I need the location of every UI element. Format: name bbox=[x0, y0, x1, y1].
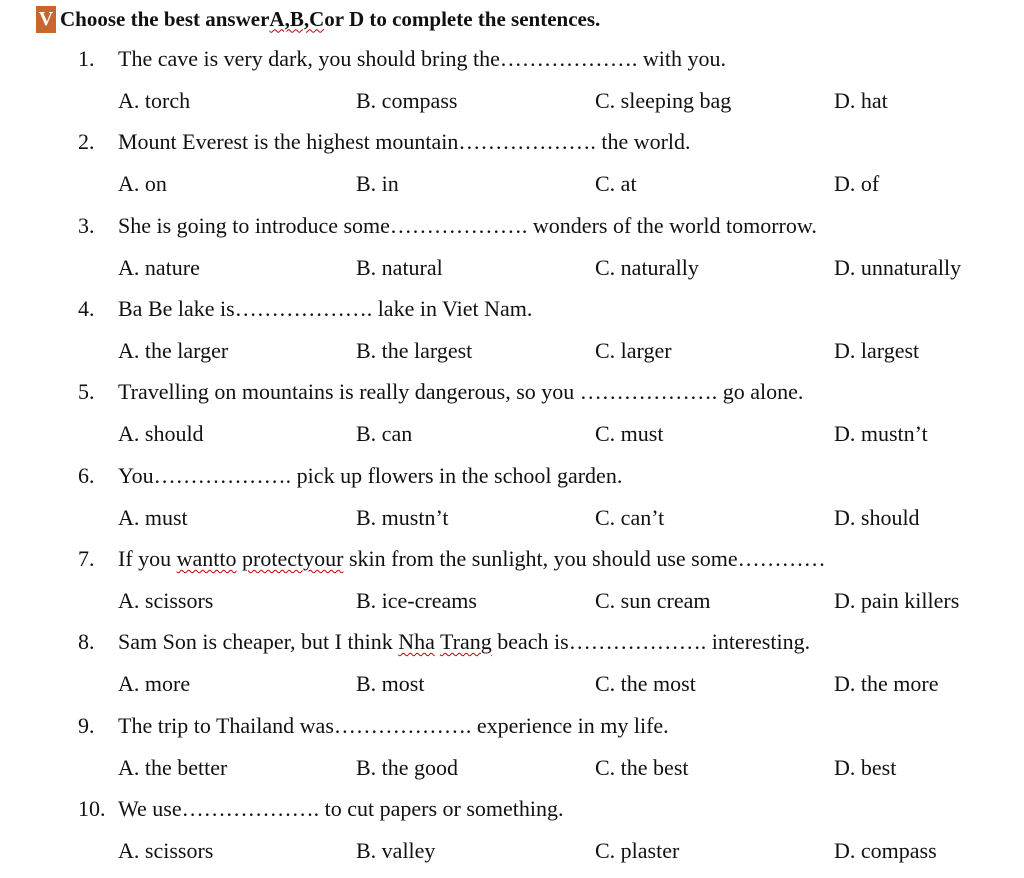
option-c[interactable]: C. sleeping bag bbox=[595, 88, 732, 113]
question-10 bbox=[0, 794, 1024, 878]
option-b[interactable]: B. in bbox=[356, 171, 399, 196]
option-d[interactable]: D. should bbox=[834, 505, 920, 530]
option-b[interactable]: B. valley bbox=[356, 838, 436, 863]
question-number: 7. bbox=[78, 546, 95, 571]
option-c[interactable]: C. can’t bbox=[595, 505, 665, 530]
title-post: or D to complete the sentences. bbox=[324, 6, 601, 31]
misspelled-word: wantto bbox=[176, 546, 237, 571]
question-3 bbox=[0, 211, 1024, 295]
question-7 bbox=[0, 544, 1024, 628]
question-6 bbox=[0, 461, 1024, 545]
question-text: She is going to introduce some………………. wonders of the world tomorrow. bbox=[118, 213, 817, 238]
question-8 bbox=[0, 627, 1024, 711]
question-text: The trip to Thailand was………………. experience in my life. bbox=[118, 713, 669, 738]
question-4 bbox=[0, 294, 1024, 378]
question-number: 3. bbox=[78, 213, 95, 238]
question-text: Travelling on mountains is really dangerous, so you ………………. go alone. bbox=[118, 379, 804, 404]
question-2 bbox=[0, 127, 1024, 211]
option-a[interactable]: A. must bbox=[118, 505, 188, 530]
title-abc: A,B,C bbox=[269, 6, 325, 31]
option-d[interactable]: D. compass bbox=[834, 838, 937, 863]
option-c[interactable]: C. must bbox=[595, 421, 664, 446]
option-c[interactable]: C. at bbox=[595, 171, 637, 196]
option-a[interactable]: A. the larger bbox=[118, 338, 229, 363]
question-text: The cave is very dark, you should bring the………………. with you. bbox=[118, 46, 726, 71]
question-1 bbox=[0, 44, 1024, 128]
question-text bbox=[118, 629, 810, 655]
text-part: skin from the sunlight, you should use some………… bbox=[343, 546, 826, 571]
question-text: Mount Everest is the highest mountain………………. the world. bbox=[118, 129, 691, 154]
question-5 bbox=[0, 377, 1024, 461]
option-a[interactable]: A. the better bbox=[118, 755, 228, 780]
option-c[interactable]: C. naturally bbox=[595, 255, 699, 280]
option-a[interactable]: A. more bbox=[118, 671, 191, 696]
question-text: You………………. pick up flowers in the school garden. bbox=[118, 463, 623, 488]
exercise-title bbox=[36, 4, 600, 34]
option-c[interactable]: C. plaster bbox=[595, 838, 680, 863]
question-number: 1. bbox=[78, 46, 95, 71]
option-c[interactable]: C. the best bbox=[595, 755, 689, 780]
option-b[interactable]: B. natural bbox=[356, 255, 443, 280]
option-d[interactable]: D. mustn’t bbox=[834, 421, 928, 446]
option-b[interactable]: B. most bbox=[356, 671, 425, 696]
question-number: 6. bbox=[78, 463, 95, 488]
option-d[interactable]: D. best bbox=[834, 755, 897, 780]
option-a[interactable]: A. torch bbox=[118, 88, 191, 113]
question-number: 10. bbox=[78, 796, 106, 821]
option-d[interactable]: D. of bbox=[834, 171, 880, 196]
question-text bbox=[118, 546, 826, 572]
option-b[interactable]: B. the good bbox=[356, 755, 459, 780]
misspelled-word: Nha bbox=[398, 629, 435, 654]
option-a[interactable]: A. scissors bbox=[118, 588, 214, 613]
question-number: 8. bbox=[78, 629, 95, 654]
option-c[interactable]: C. the most bbox=[595, 671, 696, 696]
option-a[interactable]: A. on bbox=[118, 171, 167, 196]
option-d[interactable]: D. pain killers bbox=[834, 588, 960, 613]
section-badge: V bbox=[36, 6, 56, 33]
option-c[interactable]: C. larger bbox=[595, 338, 672, 363]
text-part: Sam Son is cheaper, but I think bbox=[118, 629, 399, 654]
question-number: 4. bbox=[78, 296, 95, 321]
question-number: 9. bbox=[78, 713, 95, 738]
question-text: Ba Be lake is………………. lake in Viet Nam. bbox=[118, 296, 533, 321]
question-9 bbox=[0, 711, 1024, 795]
question-text: We use………………. to cut papers or something. bbox=[118, 796, 564, 821]
option-a[interactable]: A. should bbox=[118, 421, 204, 446]
option-d[interactable]: D. the more bbox=[834, 671, 939, 696]
option-c[interactable]: C. sun cream bbox=[595, 588, 711, 613]
title-pre: Choose the best answer bbox=[60, 6, 270, 31]
misspelled-word: protectyour bbox=[242, 546, 344, 571]
option-b[interactable]: B. compass bbox=[356, 88, 458, 113]
text-part: beach is………………. interesting. bbox=[491, 629, 811, 654]
text-part: If you bbox=[118, 546, 177, 571]
misspelled-word: Trang bbox=[439, 629, 492, 654]
option-b[interactable]: B. can bbox=[356, 421, 413, 446]
option-b[interactable]: B. ice-creams bbox=[356, 588, 477, 613]
option-d[interactable]: D. unnaturally bbox=[834, 255, 962, 280]
option-a[interactable]: A. scissors bbox=[118, 838, 214, 863]
option-b[interactable]: B. mustn’t bbox=[356, 505, 449, 530]
option-d[interactable]: D. hat bbox=[834, 88, 888, 113]
option-a[interactable]: A. nature bbox=[118, 255, 200, 280]
option-d[interactable]: D. largest bbox=[834, 338, 920, 363]
question-number: 5. bbox=[78, 379, 95, 404]
option-b[interactable]: B. the largest bbox=[356, 338, 473, 363]
question-number: 2. bbox=[78, 129, 95, 154]
